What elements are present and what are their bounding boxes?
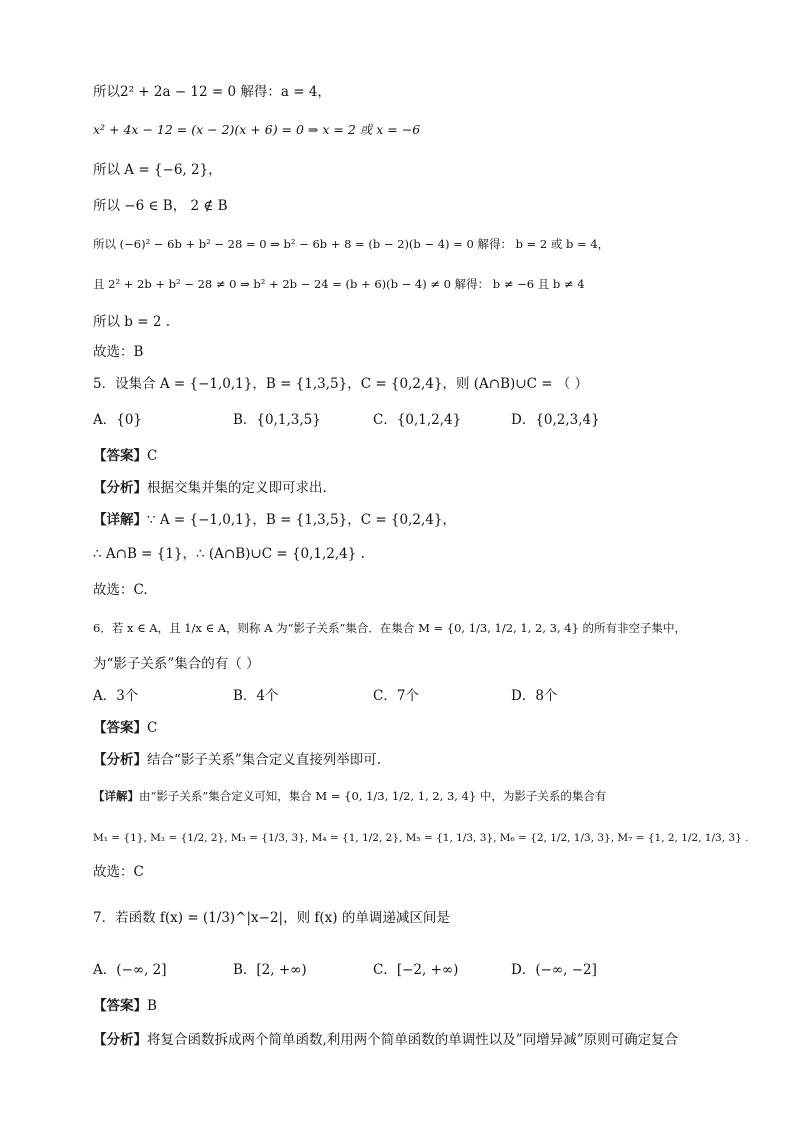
q5-option-b[interactable]: B．{0,1,3,5} (233, 412, 321, 428)
question-6-options (93, 686, 714, 708)
solution-line-4: 所以 −6 ∈ B， 2 ∉ B (93, 198, 228, 214)
q7-option-c[interactable]: C．[−2, +∞) (373, 962, 459, 978)
q7-option-d[interactable]: D．(−∞, −2] (511, 962, 597, 978)
answer-tag: 【答案】 (93, 998, 147, 1014)
detail-tag: 【详解】 (93, 512, 147, 528)
analysis-tag: 【分析】 (93, 752, 147, 768)
answer-value: C (147, 448, 158, 464)
q6-answer (93, 718, 714, 740)
q6-option-a[interactable]: A．3个 (93, 688, 139, 704)
q6-final: 故选：C (93, 864, 144, 880)
q5-option-d[interactable]: D．{0,2,3,4} (511, 412, 600, 428)
q5-detail (93, 510, 714, 532)
analysis-text: 将复合函数拆成两个简单函数,利用两个简单函数的单调性以及”同增异减”原则可确定复合 (147, 1032, 679, 1048)
q5-final: 故选：C. (93, 582, 148, 598)
solution-line-6: 且 2² + 2b + b² − 28 ≠ 0 ⇒ b² + 2b − 24 = (b + 6)(b − 4) ≠ 0 解得： b ≠ −6 且 b ≠ 4 (93, 277, 585, 291)
question-5-stem: 5．设集合 A = {−1,0,1}，B = {1,3,5}，C = {0,2,4}，则 (A∩B)∪C = （ ） (93, 376, 589, 392)
detail-tag: 【详解】 (93, 789, 139, 803)
q7-option-b[interactable]: B．[2, +∞) (233, 962, 307, 978)
q6-analysis (93, 750, 714, 772)
solution-line-2: x² + 4x − 12 = (x − 2)(x + 6) = 0 ⇒ x = 2 或 x = −6 (93, 122, 421, 137)
answer-tag: 【答案】 (93, 448, 147, 464)
q6-sets: M₁ = {1}, M₂ = {1/2, 2}, M₃ = {1/3, 3}, M₄ = {1, 1/2, 2}, M₅ = {1, 1/3, 3}, M₆ = {2, 1/2, 1/3, 3}, M₇ = {1, 2, 1/2, 1/3, 3} . (93, 832, 749, 844)
final-choice-q4: 故选：B (93, 344, 144, 360)
analysis-text: 结合“影子关系”集合定义直接列举即可. (147, 752, 382, 768)
answer-value: C (147, 720, 158, 736)
solution-line-7: 所以 b = 2 . (93, 314, 170, 330)
answer-tag: 【答案】 (93, 720, 147, 736)
question-6-stem-1: 6．若 x ∈ A，且 1/x ∈ A，则称 A 为“影子关系”集合．在集合 M = {0, 1/3, 1/2, 1, 2, 3, 4} 的所有非空子集中， (93, 621, 687, 635)
solution-line-1: 所以2² + 2a − 12 = 0 解得：a = 4， (93, 84, 331, 100)
question-6-stem-2: 为“影子关系”集合的有（ ） (93, 656, 260, 672)
q6-option-c[interactable]: C．7个 (373, 688, 419, 704)
q6-option-d[interactable]: D．8个 (511, 688, 558, 704)
analysis-tag: 【分析】 (93, 480, 147, 496)
analysis-text: 根据交集并集的定义即可求出. (147, 480, 327, 496)
q5-option-a[interactable]: A．{0} (93, 412, 143, 428)
solution-line-5: 所以 (−6)² − 6b + b² − 28 = 0 ⇒ b² − 6b + 8 = (b − 2)(b − 4) = 0 解得： b = 2 或 b = 4， (93, 237, 610, 251)
analysis-tag: 【分析】 (93, 1032, 147, 1048)
q5-option-c[interactable]: C．{0,1,2,4} (373, 412, 462, 428)
q7-answer (93, 996, 714, 1018)
solution-line-3: 所以 A = {−6, 2}， (93, 162, 222, 178)
question-7-stem: 7．若函数 f(x) = (1/3)^|x−2|，则 f(x) 的单调递减区间是 (93, 910, 450, 926)
detail-text: ∵ A = {−1,0,1}，B = {1,3,5}，C = {0,2,4}， (147, 512, 456, 528)
q7-analysis (93, 1030, 714, 1052)
question-7-options (93, 960, 714, 982)
detail-text: 由“影子关系”集合定义可知，集合 M = {0, 1/3, 1/2, 1, 2, 3, 4} 中，为影子关系的集合有 (139, 789, 607, 803)
q5-detail-2: ∴ A∩B = {1}，∴ (A∩B)∪C = {0,1,2,4} . (93, 546, 365, 562)
q5-analysis (93, 478, 714, 500)
q7-option-a[interactable]: A．(−∞, 2] (93, 962, 167, 978)
question-5-options (93, 410, 714, 432)
q6-detail (93, 786, 714, 808)
answer-value: B (147, 998, 157, 1014)
q6-option-b[interactable]: B．4个 (233, 688, 279, 704)
q5-answer (93, 446, 714, 468)
